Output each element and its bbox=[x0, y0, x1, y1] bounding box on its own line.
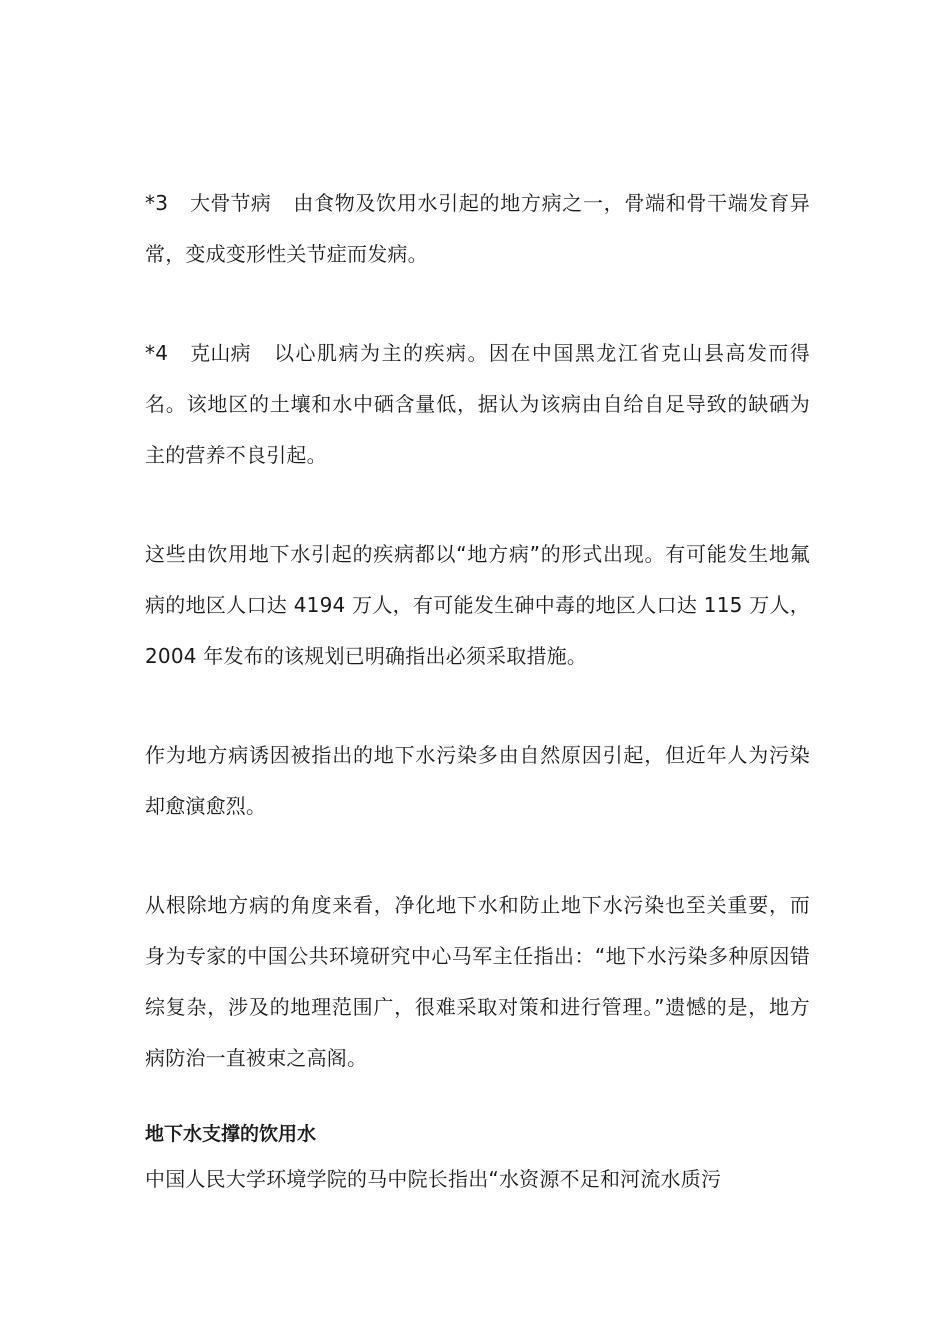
spacer bbox=[145, 832, 810, 880]
body-paragraph: 这些由饮用地下水引起的疾病都以“地方病”的形式出现。有可能发生地氟病的地区人口达 4194 万人，有可能发生砷中毒的地区人口达 115 万人，2004 年发布的该规划已明确指出必须采取措施。 bbox=[145, 542, 810, 668]
footnote-marker: *3 bbox=[145, 191, 169, 215]
document-page bbox=[145, 178, 810, 1205]
section-paragraph: 中国人民大学环境学院的马中院长指出“水资源不足和河流水质污 bbox=[145, 1167, 722, 1191]
footnote-term: 大骨节病 bbox=[190, 191, 271, 215]
spacer bbox=[145, 1084, 810, 1114]
spacer bbox=[145, 481, 810, 529]
spacer bbox=[145, 280, 810, 328]
body-paragraph: 作为地方病诱因被指出的地下水污染多由自然原因引起，但近年人为污染却愈演愈烈。 bbox=[145, 743, 810, 818]
footnote-text: 由食物及饮用水引起的地方病之一，骨端和骨干端发育异常，变成变形性关节症而发病。 bbox=[145, 191, 810, 266]
section-heading: 地下水支撑的饮用水 bbox=[145, 1123, 317, 1145]
footnote-4 bbox=[145, 328, 810, 481]
footnote-3 bbox=[145, 178, 810, 280]
footnote-marker: *4 bbox=[145, 341, 169, 365]
spacer bbox=[145, 682, 810, 730]
body-paragraph: 从根除地方病的角度来看，净化地下水和防止地下水污染也至关重要，而身为专家的中国公共环境研究中心马军主任指出：“地下水污染多种原因错综复杂，涉及的地理范围广，很难采取对策和进行管理。”遗憾的是，地方病防治一直被束之高阁。 bbox=[145, 893, 810, 1070]
footnote-term: 克山病 bbox=[190, 341, 251, 365]
footnote-text: 以心肌病为主的疾病。因在中国黑龙江省克山县高发而得名。该地区的土壤和水中硒含量低，据认为该病由自给自足导致的缺硒为主的营养不良引起。 bbox=[145, 341, 810, 467]
